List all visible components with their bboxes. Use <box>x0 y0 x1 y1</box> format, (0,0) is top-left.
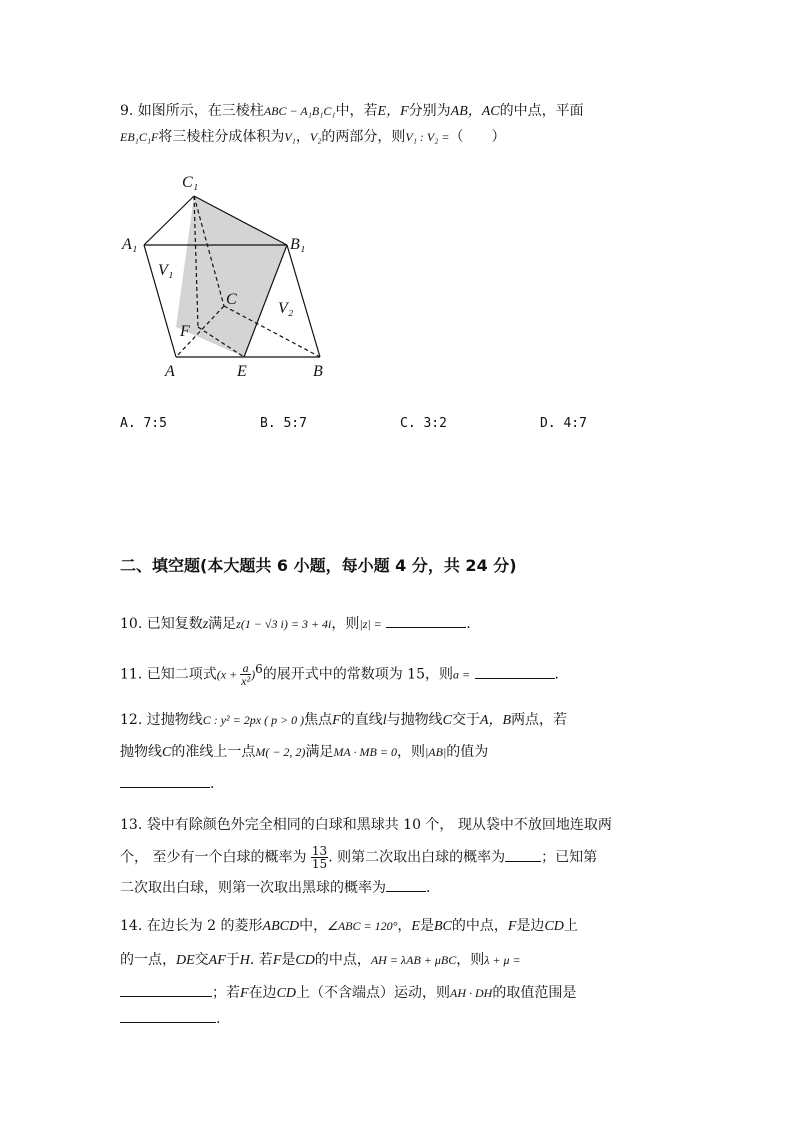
var-h: H <box>239 953 250 968</box>
plane-name: EB₁C₁F <box>120 130 159 144</box>
fraction-den: x² <box>241 674 251 689</box>
seg-cd: CD <box>276 986 297 1001</box>
angle-abc: ∠ABC = 120° <box>327 919 398 933</box>
abs-z: |z| = <box>359 617 382 631</box>
q12-text: 的准线上一点 <box>171 744 256 760</box>
power: 6 <box>255 662 263 676</box>
q14-text: 交 <box>194 952 209 968</box>
seg-bc: BC <box>433 919 452 934</box>
q12-text: ，则 <box>396 744 425 760</box>
var-f: F <box>332 713 341 728</box>
q13-line3 <box>120 877 430 897</box>
q12-text: 交于 <box>451 712 480 728</box>
q14-text: 于 <box>225 952 240 968</box>
q14-end: . <box>216 1011 221 1027</box>
label-e: E <box>237 363 247 380</box>
q13-text: . 则第二次取出白球的概率为 <box>328 849 506 866</box>
q14-text: . 若 <box>249 952 273 968</box>
vector-eq: AH = λAB + μBC <box>370 953 457 967</box>
binom-close: ) <box>251 667 256 682</box>
q14-text: 的一点， <box>120 952 176 968</box>
section-title: 二、填空题(本大题共 6 小题，每小题 4 分，共 24 分) <box>120 556 517 575</box>
q14-line3 <box>120 982 576 1002</box>
q12-text: 抛物线 <box>120 744 162 760</box>
label-c: C <box>226 291 237 308</box>
q14-text: ， <box>397 918 412 934</box>
v1: V₁ <box>284 130 296 144</box>
seg-cd: CD <box>544 919 564 934</box>
q12-text: 满足 <box>305 744 334 760</box>
edge-a1c1 <box>144 196 194 245</box>
label-b: B <box>313 363 323 380</box>
q14-line2 <box>120 949 521 969</box>
answer-blank[interactable] <box>386 613 466 628</box>
q9-text: 的中点，平面 <box>499 103 584 119</box>
var-c: C <box>442 713 452 728</box>
q10-text: ，则 <box>331 616 360 632</box>
section-plane <box>176 196 287 357</box>
q14-text: 是 <box>281 952 296 968</box>
dot-product: MA · MB = 0 <box>333 745 397 759</box>
q14-text: ；若 <box>212 985 240 1001</box>
a-eq: a = <box>452 667 471 682</box>
label-c1: C₁ <box>182 174 199 191</box>
answer-blank-1[interactable] <box>120 982 212 997</box>
segments: AB，AC <box>450 104 500 119</box>
q12-text: 12. 过抛物线 <box>120 712 203 728</box>
q14-line4 <box>120 1008 220 1027</box>
q11 <box>120 662 559 687</box>
q12-text: 的值为 <box>446 744 489 760</box>
prism-figure <box>110 165 340 385</box>
var-f: F <box>272 953 282 968</box>
seg-de: DE <box>176 953 195 968</box>
q12-line1 <box>120 709 567 729</box>
fraction-a-x2 <box>240 662 251 687</box>
v2: V₂ <box>309 130 322 144</box>
q14-text: 上（不含端点）运动，则 <box>296 985 451 1001</box>
q14-text: 是 <box>419 918 434 934</box>
fraction-13-15 <box>311 845 328 870</box>
label-a: A <box>165 363 175 380</box>
q12-text: 与抛物线 <box>386 712 443 728</box>
binom-open: (x + <box>216 667 241 682</box>
q9-text: 的两部分，则 <box>321 129 406 145</box>
q14-text: 在边 <box>248 985 277 1001</box>
point-m: M( − 2, 2) <box>255 745 306 759</box>
parabola-eq: C : y² = 2px ( p > 0 ) <box>202 713 305 727</box>
q14-text: 的中点， <box>314 952 371 968</box>
label-f: F <box>180 323 190 340</box>
q10-end: . <box>466 616 471 632</box>
q14-line1 <box>120 915 578 935</box>
q12-text: 的直线 <box>340 712 383 728</box>
label-a1: A₁ <box>122 236 138 253</box>
answer-blank-2[interactable] <box>120 1008 216 1023</box>
q13-text: 个， 至少有一个白球的概率为 <box>120 849 307 866</box>
q12-end: . <box>210 776 215 792</box>
q14-text: 中， <box>299 918 328 934</box>
q9-text: 中，若 <box>335 103 378 119</box>
q10 <box>120 613 471 633</box>
seg-cd: CD <box>295 953 315 968</box>
q13-end: . <box>426 880 431 896</box>
q12-text: 焦点 <box>304 712 333 728</box>
option-b[interactable]: B. 5:7 <box>260 416 307 431</box>
var-z: z <box>202 617 209 632</box>
q10-text: 满足 <box>208 616 237 632</box>
dot-product: AH · DH <box>450 986 493 1000</box>
q9-text: 分别为 <box>408 103 451 119</box>
points-ab: A，B <box>479 713 512 728</box>
answer-paren: （ ） <box>449 129 506 145</box>
var-e: E <box>411 919 420 934</box>
option-a[interactable]: A. 7:5 <box>120 416 167 431</box>
rhombus-abcd: ABCD <box>262 919 300 934</box>
q9-text: 9. 如图所示，在三棱柱 <box>120 103 264 119</box>
q14-text: 的取值范围是 <box>492 985 577 1001</box>
q11-text: 的展开式中的常数项为 15，则 <box>262 666 453 683</box>
q12-line2 <box>120 741 488 761</box>
q9-line1 <box>120 100 584 120</box>
var-l: l <box>382 713 387 728</box>
q9-text: 将三棱柱分成体积为 <box>158 129 285 145</box>
q9-line2 <box>120 126 505 146</box>
label-v1: V₁ <box>158 262 174 279</box>
q13-text: 二次取出白球，则第一次取出黑球的概率为 <box>120 880 386 896</box>
ratio: V₁ : V₂ = <box>405 130 450 144</box>
points-ef: E，F <box>377 104 409 119</box>
q14-text: 是边 <box>516 918 545 934</box>
label-b1: B₁ <box>290 236 306 253</box>
answer-blank-2[interactable] <box>386 877 426 892</box>
prism-diagram <box>110 165 340 385</box>
var-c: C <box>162 745 172 760</box>
q11-text: 11. 已知二项式 <box>120 666 217 683</box>
q13-text: ；已知第 <box>541 849 598 866</box>
option-d[interactable]: D. 4:7 <box>540 416 587 431</box>
prism-name: ABC − A₁B₁C₁ <box>263 104 336 118</box>
answer-blank[interactable] <box>475 664 555 679</box>
fraction-num: a <box>240 662 251 675</box>
answer-blank-1[interactable] <box>505 847 541 862</box>
var-f: F <box>240 986 249 1001</box>
var-f: F <box>507 919 517 934</box>
seg-af: AF <box>208 953 226 968</box>
q12-line3 <box>120 773 214 792</box>
option-c[interactable]: C. 3:2 <box>400 416 447 431</box>
q13-line2 <box>120 845 597 870</box>
fraction-den: 15 <box>311 857 328 871</box>
q14-text: ，则 <box>456 952 485 968</box>
q9-text: ， <box>295 129 310 145</box>
q12-text: 两点，若 <box>511 712 568 728</box>
q14-text: 的中点， <box>451 918 508 934</box>
q10-equation: z(1 − √3 i) = 3 + 4i <box>236 617 332 631</box>
q10-text: 10. 已知复数 <box>120 616 203 632</box>
abs-ab: |AB| <box>424 745 447 759</box>
label-v2: V₂ <box>278 300 294 317</box>
answer-blank[interactable] <box>120 773 210 788</box>
fraction-num: 13 <box>311 844 328 858</box>
lambda-mu: λ + μ = <box>484 953 521 967</box>
q11-end: . <box>554 666 559 683</box>
q14-text: 14. 在边长为 2 的菱形 <box>120 918 263 934</box>
q13-line1: 13. 袋中有除颜色外完全相同的白球和黑球共 10 个， 现从袋中不放回地连取两 <box>120 817 612 833</box>
q14-text: 上 <box>563 918 578 934</box>
